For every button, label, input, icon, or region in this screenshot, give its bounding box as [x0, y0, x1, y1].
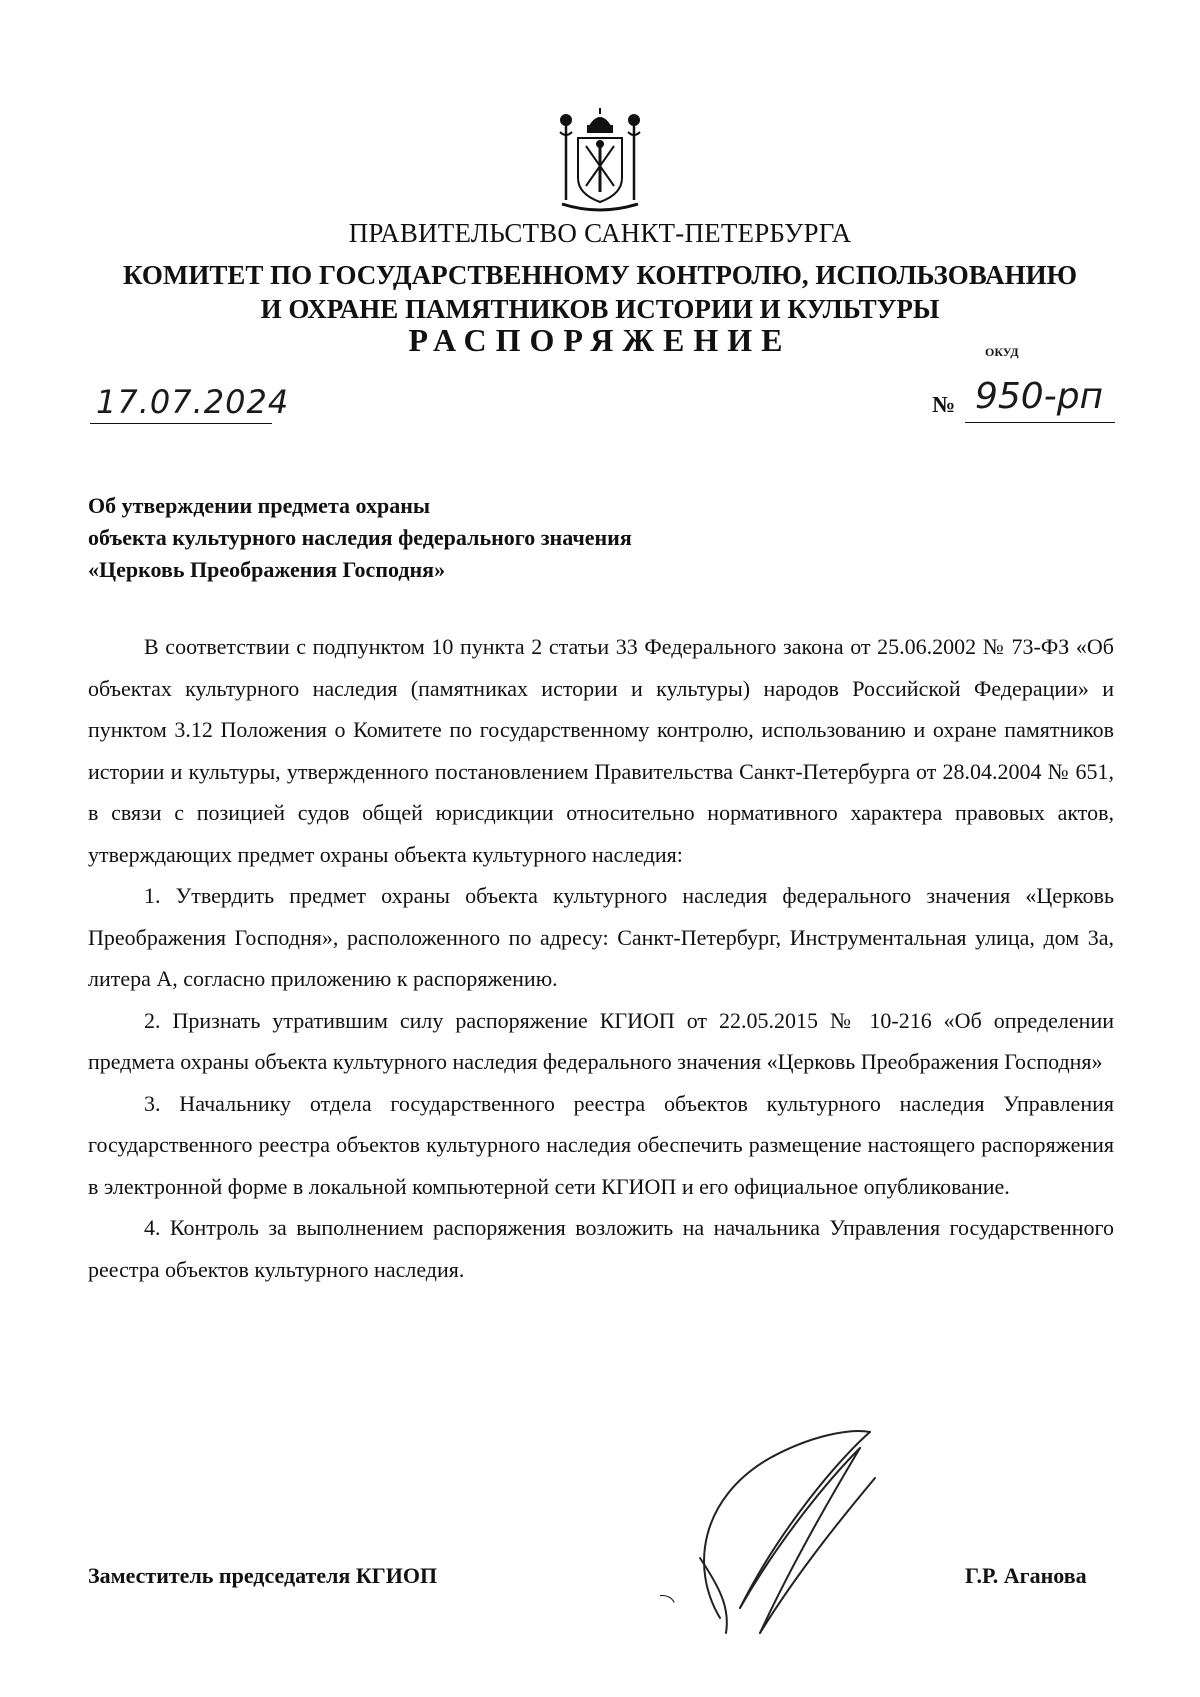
- committee-name: [0, 258, 1200, 326]
- item-3-paragraph: 3. Начальнику отдела государственного реестра объектов культурного наследия Управления государственного реестра объектов культурного наследия обеспечить размещение настоящего распоряжения в электронной форме в локальной компьютерной сети КГИОП и его официальное опубликование.: [88, 1090, 1114, 1199]
- subject-line1: Об утверждении предмета охраны: [88, 493, 431, 518]
- subject-line2: объекта культурного наследия федерального значения: [88, 525, 632, 550]
- document-subject: [88, 490, 632, 586]
- document-number: 950-рп: [975, 376, 1104, 417]
- item-4-paragraph: 4. Контроль за выполнением распоряжения возложить на начальника Управления государственного реестра объектов культурного наследия.: [88, 1215, 1114, 1282]
- item-1-paragraph: 1. Утвердить предмет охраны объекта культурного наследия федерального значения «Церковь Преображения Господня», расположенного по адресу: Санкт-Петербург, Инструментальная улица, дом 3а, литера А, согласно приложению к распоряжению.: [88, 883, 1114, 991]
- item-2-paragraph: 2. Признать утратившим силу распоряжение КГИОП от 22.05.2015 № 10-216 «Об определении предмета охраны объекта культурного наследия федерального значения «Церковь Преображения Господня»: [88, 1007, 1114, 1074]
- number-label: №: [932, 392, 956, 417]
- subject-line3: «Церковь Преображения Господня»: [88, 557, 446, 582]
- preamble-paragraph: В соответствии с подпунктом 10 пункта 2 статьи 33 Федерального закона от 25.06.2002 № 73-ФЗ «Об объектах культурного наследия (памятниках истории и культуры) народов Российской Федерации» и пунктом 3.12 Положения о Комитете по государственному контролю, использованию и охране памятников истории и культуры, утвержденного постановлением Правительства Санкт-Петербурга от 28.04.2004 № 651, в связи с позицией судов общей юрисдикции относительно нормативного характера правовых актов, утверждающих предмет охраны объекта культурного наследия:: [88, 634, 1114, 867]
- number-field: [965, 376, 1115, 423]
- signer-title: Заместитель председателя КГИОП: [88, 1563, 438, 1588]
- document-date: 17.07.2024: [96, 383, 290, 421]
- handwritten-signature-icon: [660, 1418, 910, 1648]
- okud-label: ОКУД: [985, 345, 1019, 359]
- document-type: РАСПОРЯЖЕНИЕ: [408, 322, 792, 358]
- saint-petersburg-coat-of-arms-icon: [552, 108, 648, 214]
- committee-name-line1: КОМИТЕТ ПО ГОСУДАРСТВЕННОМУ КОНТРОЛЮ, ИСПОЛЬЗОВАНИЮ: [123, 260, 1077, 290]
- date-field: [90, 383, 290, 424]
- document-body: [88, 626, 1114, 1290]
- signer-name: Г.Р. Аганова: [965, 1563, 1087, 1588]
- government-name: ПРАВИТЕЛЬСТВО САНКТ-ПЕТЕРБУРГА: [348, 218, 852, 248]
- committee-name-line2: И ОХРАНЕ ПАМЯТНИКОВ ИСТОРИИ И КУЛЬТУРЫ: [260, 294, 940, 324]
